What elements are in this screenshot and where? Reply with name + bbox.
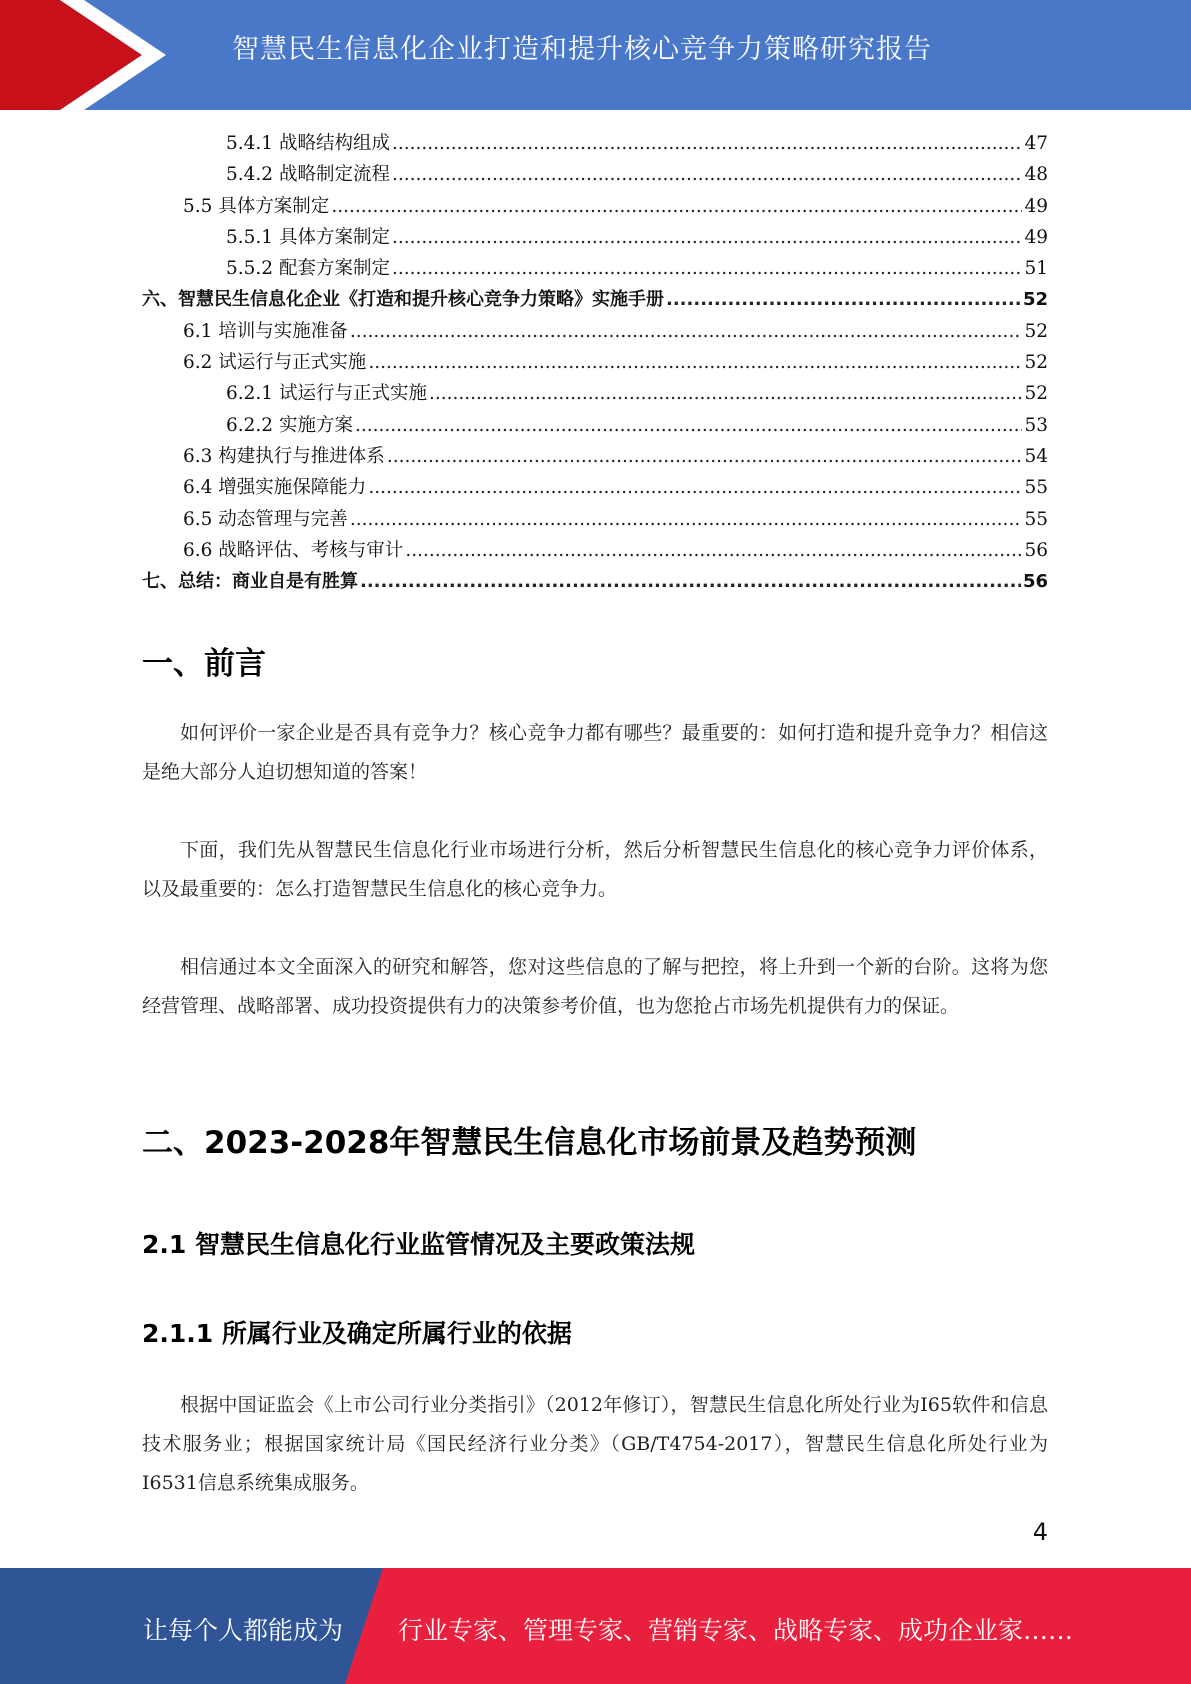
- toc-entry-page: 52: [1024, 383, 1048, 405]
- toc-entry[interactable]: [142, 347, 1048, 378]
- toc-dot-leader: [368, 472, 1022, 503]
- toc-entry[interactable]: [142, 284, 1048, 315]
- toc-entry-page: 48: [1024, 164, 1048, 186]
- toc-dot-leader: [392, 222, 1022, 253]
- footer-band: [0, 1568, 1191, 1684]
- toc-entry[interactable]: [142, 410, 1048, 441]
- toc-entry-label: 5.5.2 配套方案制定: [226, 258, 390, 280]
- toc-dot-leader: [392, 253, 1022, 284]
- section-2-1-1-heading: 2.1.1 所属行业及确定所属行业的依据: [142, 1319, 572, 1348]
- toc-entry-label: 6.5 动态管理与完善: [183, 508, 348, 530]
- toc-dot-leader: [355, 410, 1023, 441]
- toc-dot-leader: [666, 284, 1021, 315]
- toc-entry[interactable]: [142, 316, 1048, 347]
- toc-entry-page: 55: [1024, 477, 1048, 499]
- toc-dot-leader: [360, 566, 1021, 597]
- toc-dot-leader: [405, 535, 1022, 566]
- toc-entry[interactable]: [142, 472, 1048, 503]
- preface-paragraph-2: 下面，我们先从智慧民生信息化行业市场进行分析，然后分析智慧民生信息化的核心竞争力评价体系，以及最重要的：怎么打造智慧民生信息化的核心竞争力。: [142, 839, 1048, 900]
- toc-entry[interactable]: [142, 378, 1048, 409]
- toc-entry-page: 52: [1024, 352, 1048, 374]
- header-band: [0, 0, 1191, 110]
- toc-entry-page: 53: [1024, 414, 1048, 436]
- toc-entry[interactable]: [142, 504, 1048, 535]
- toc-dot-leader: [392, 128, 1022, 159]
- toc-entry[interactable]: [142, 159, 1048, 190]
- toc-entry[interactable]: [142, 191, 1048, 222]
- toc-dot-leader: [387, 441, 1023, 472]
- toc-entry-label: 六、智慧民生信息化企业《打造和提升核心竞争力策略》实施手册: [142, 289, 664, 311]
- toc-entry-label: 七、总结：商业自是有胜算: [142, 571, 358, 593]
- toc-entry-page: 51: [1024, 258, 1048, 280]
- preface-paragraph-1: 如何评价一家企业是否具有竞争力？核心竞争力都有哪些？最重要的：如何打造和提升竞争力？相信这是绝大部分人迫切想知道的答案！: [142, 722, 1048, 783]
- toc-entry[interactable]: [142, 253, 1048, 284]
- table-of-contents: [142, 128, 1048, 597]
- toc-entry-page: 55: [1024, 508, 1048, 530]
- toc-dot-leader: [429, 378, 1022, 409]
- toc-entry-label: 5.4.1 战略结构组成: [226, 133, 390, 154]
- toc-entry[interactable]: [142, 441, 1048, 472]
- toc-entry[interactable]: [142, 222, 1048, 253]
- section-2-1-1-paragraph: 根据中国证监会《上市公司行业分类指引》（2012年修订），智慧民生信息化所处行业为I65软件和信息技术服务业；根据国家统计局《国民经济行业分类》（GB/T4754-2017），智慧民生信息化所处行业为I6531信息系统集成服务。: [142, 1394, 1048, 1494]
- toc-entry-page: 52: [1022, 289, 1048, 311]
- section-2-1-heading: 2.1 智慧民生信息化行业监管情况及主要政策法规: [142, 1230, 695, 1259]
- toc-dot-leader: [331, 191, 1022, 222]
- toc-entry-label: 6.2.2 实施方案: [226, 414, 353, 436]
- toc-dot-leader: [350, 316, 1023, 347]
- toc-entry-page: 47: [1024, 133, 1048, 154]
- toc-entry-label: 5.5 具体方案制定: [183, 195, 330, 217]
- toc-entry-label: 6.2.1 试运行与正式实施: [226, 383, 427, 405]
- toc-dot-leader: [350, 504, 1023, 535]
- toc-entry-label: 6.2 试运行与正式实施: [183, 352, 367, 374]
- toc-entry[interactable]: [142, 535, 1048, 566]
- toc-entry-page: 56: [1022, 571, 1048, 593]
- toc-entry-label: 5.4.2 战略制定流程: [226, 164, 390, 186]
- footer-slogan-right: 行业专家、管理专家、营销专家、战略专家、成功企业家……: [398, 1616, 1074, 1645]
- toc-entry-page: 49: [1024, 226, 1048, 248]
- page-number: 4: [1032, 1518, 1048, 1546]
- toc-entry-page: 54: [1024, 445, 1048, 467]
- toc-entry-page: 52: [1024, 320, 1048, 342]
- toc-entry-label: 6.3 构建执行与推进体系: [183, 445, 385, 467]
- footer-slogan-left: 让每个人都能成为: [143, 1616, 344, 1645]
- toc-entry-label: 6.4 增强实施保障能力: [183, 477, 367, 499]
- toc-dot-leader: [368, 347, 1022, 378]
- preface-paragraph-3: 相信通过本文全面深入的研究和解答，您对这些信息的了解与把控，将上升到一个新的台阶。这将为您经营管理、战略部署、成功投资提供有力的决策参考价值，也为您抢占市场先机提供有力的保证。: [142, 956, 1048, 1017]
- toc-entry[interactable]: [142, 128, 1048, 159]
- toc-entry-page: 56: [1024, 539, 1048, 561]
- chapter-2-heading: 二、2023-2028年智慧民生信息化市场前景及趋势预测: [142, 1125, 917, 1161]
- toc-entry-page: 49: [1024, 195, 1048, 217]
- toc-entry-label: 6.6 战略评估、考核与审计: [183, 539, 404, 561]
- toc-entry-label: 6.1 培训与实施准备: [183, 320, 348, 342]
- preface-heading: 一、前言: [142, 646, 266, 682]
- toc-dot-leader: [392, 159, 1022, 190]
- toc-entry-label: 5.5.1 具体方案制定: [226, 226, 390, 248]
- toc-entry[interactable]: [142, 566, 1048, 597]
- document-title: 智慧民生信息化企业打造和提升核心竞争力策略研究报告: [232, 34, 932, 65]
